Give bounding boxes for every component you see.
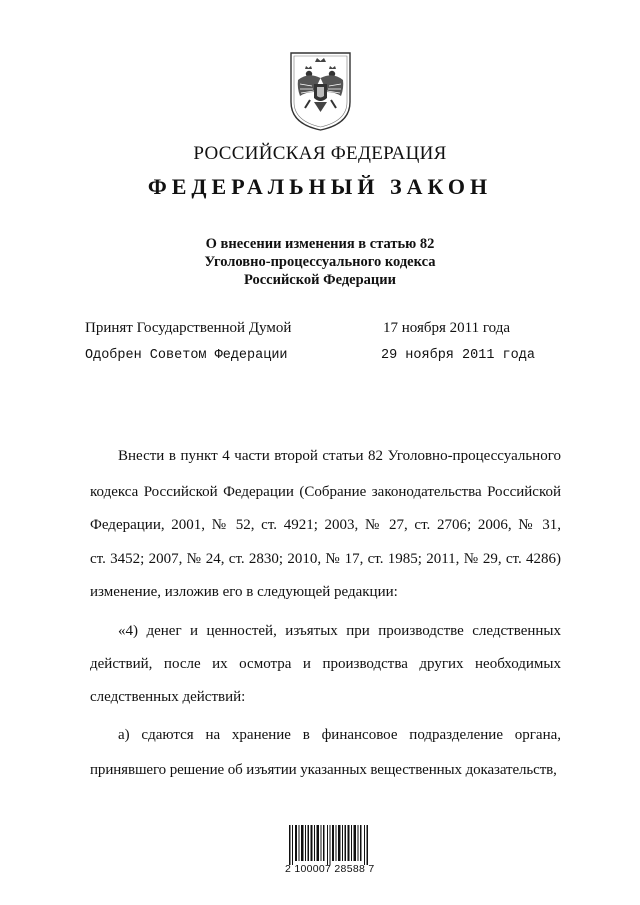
body-line: следственных действий: — [90, 689, 246, 705]
barcode-number: 2 100007 28588 7 — [285, 863, 375, 875]
state-emblem — [288, 50, 353, 132]
council-approval-label: Одобрен Советом Федерации — [85, 348, 288, 363]
council-approval-date: 29 ноября 2011 года — [381, 348, 535, 363]
subject-line: Российской Федерации — [243, 272, 396, 288]
law-subject — [0, 235, 640, 289]
body-line: принявшего решение об изъятии указанных вещественных доказательств, — [90, 762, 557, 778]
duma-adoption-date: 17 ноября 2011 года — [383, 320, 511, 336]
body-line: действий, после их осмотра и производства других необходимых — [90, 656, 561, 672]
subject-line: Уголовно-процессуального кодекса — [204, 254, 436, 270]
subject-line: О внесении изменения в статью 82 — [205, 236, 435, 252]
body-line: Федерации, 2001, № 52, ст. 4921; 2003, № 27, ст. 2706; 2006, № 31, — [90, 517, 561, 533]
body-line: а) сдаются на хранение в финансовое подразделение органа, — [118, 727, 561, 743]
duma-adoption-label: Принят Государственной Думой — [85, 320, 292, 336]
document-type-heading: ФЕДЕРАЛЬНЫЙ ЗАКОН — [147, 174, 493, 199]
body-line: изменение, изложив его в следующей редакции: — [90, 584, 398, 600]
country-heading: РОССИЙСКАЯ ФЕДЕРАЦИЯ — [193, 143, 447, 164]
double-headed-eagle-icon — [288, 50, 353, 132]
body-line: «4) денег и ценностей, изъятых при производстве следственных — [118, 623, 561, 639]
body-line: ст. 3452; 2007, № 24, ст. 2830; 2010, № 17, ст. 1985; 2011, № 29, ст. 4286) — [90, 551, 561, 567]
body-line: кодекса Российской Федерации (Собрание законодательства Российской — [90, 484, 561, 500]
body-line: Внести в пункт 4 части второй статьи 82 Уголовно-процессуального — [118, 448, 561, 464]
barcode-icon — [289, 825, 369, 865]
